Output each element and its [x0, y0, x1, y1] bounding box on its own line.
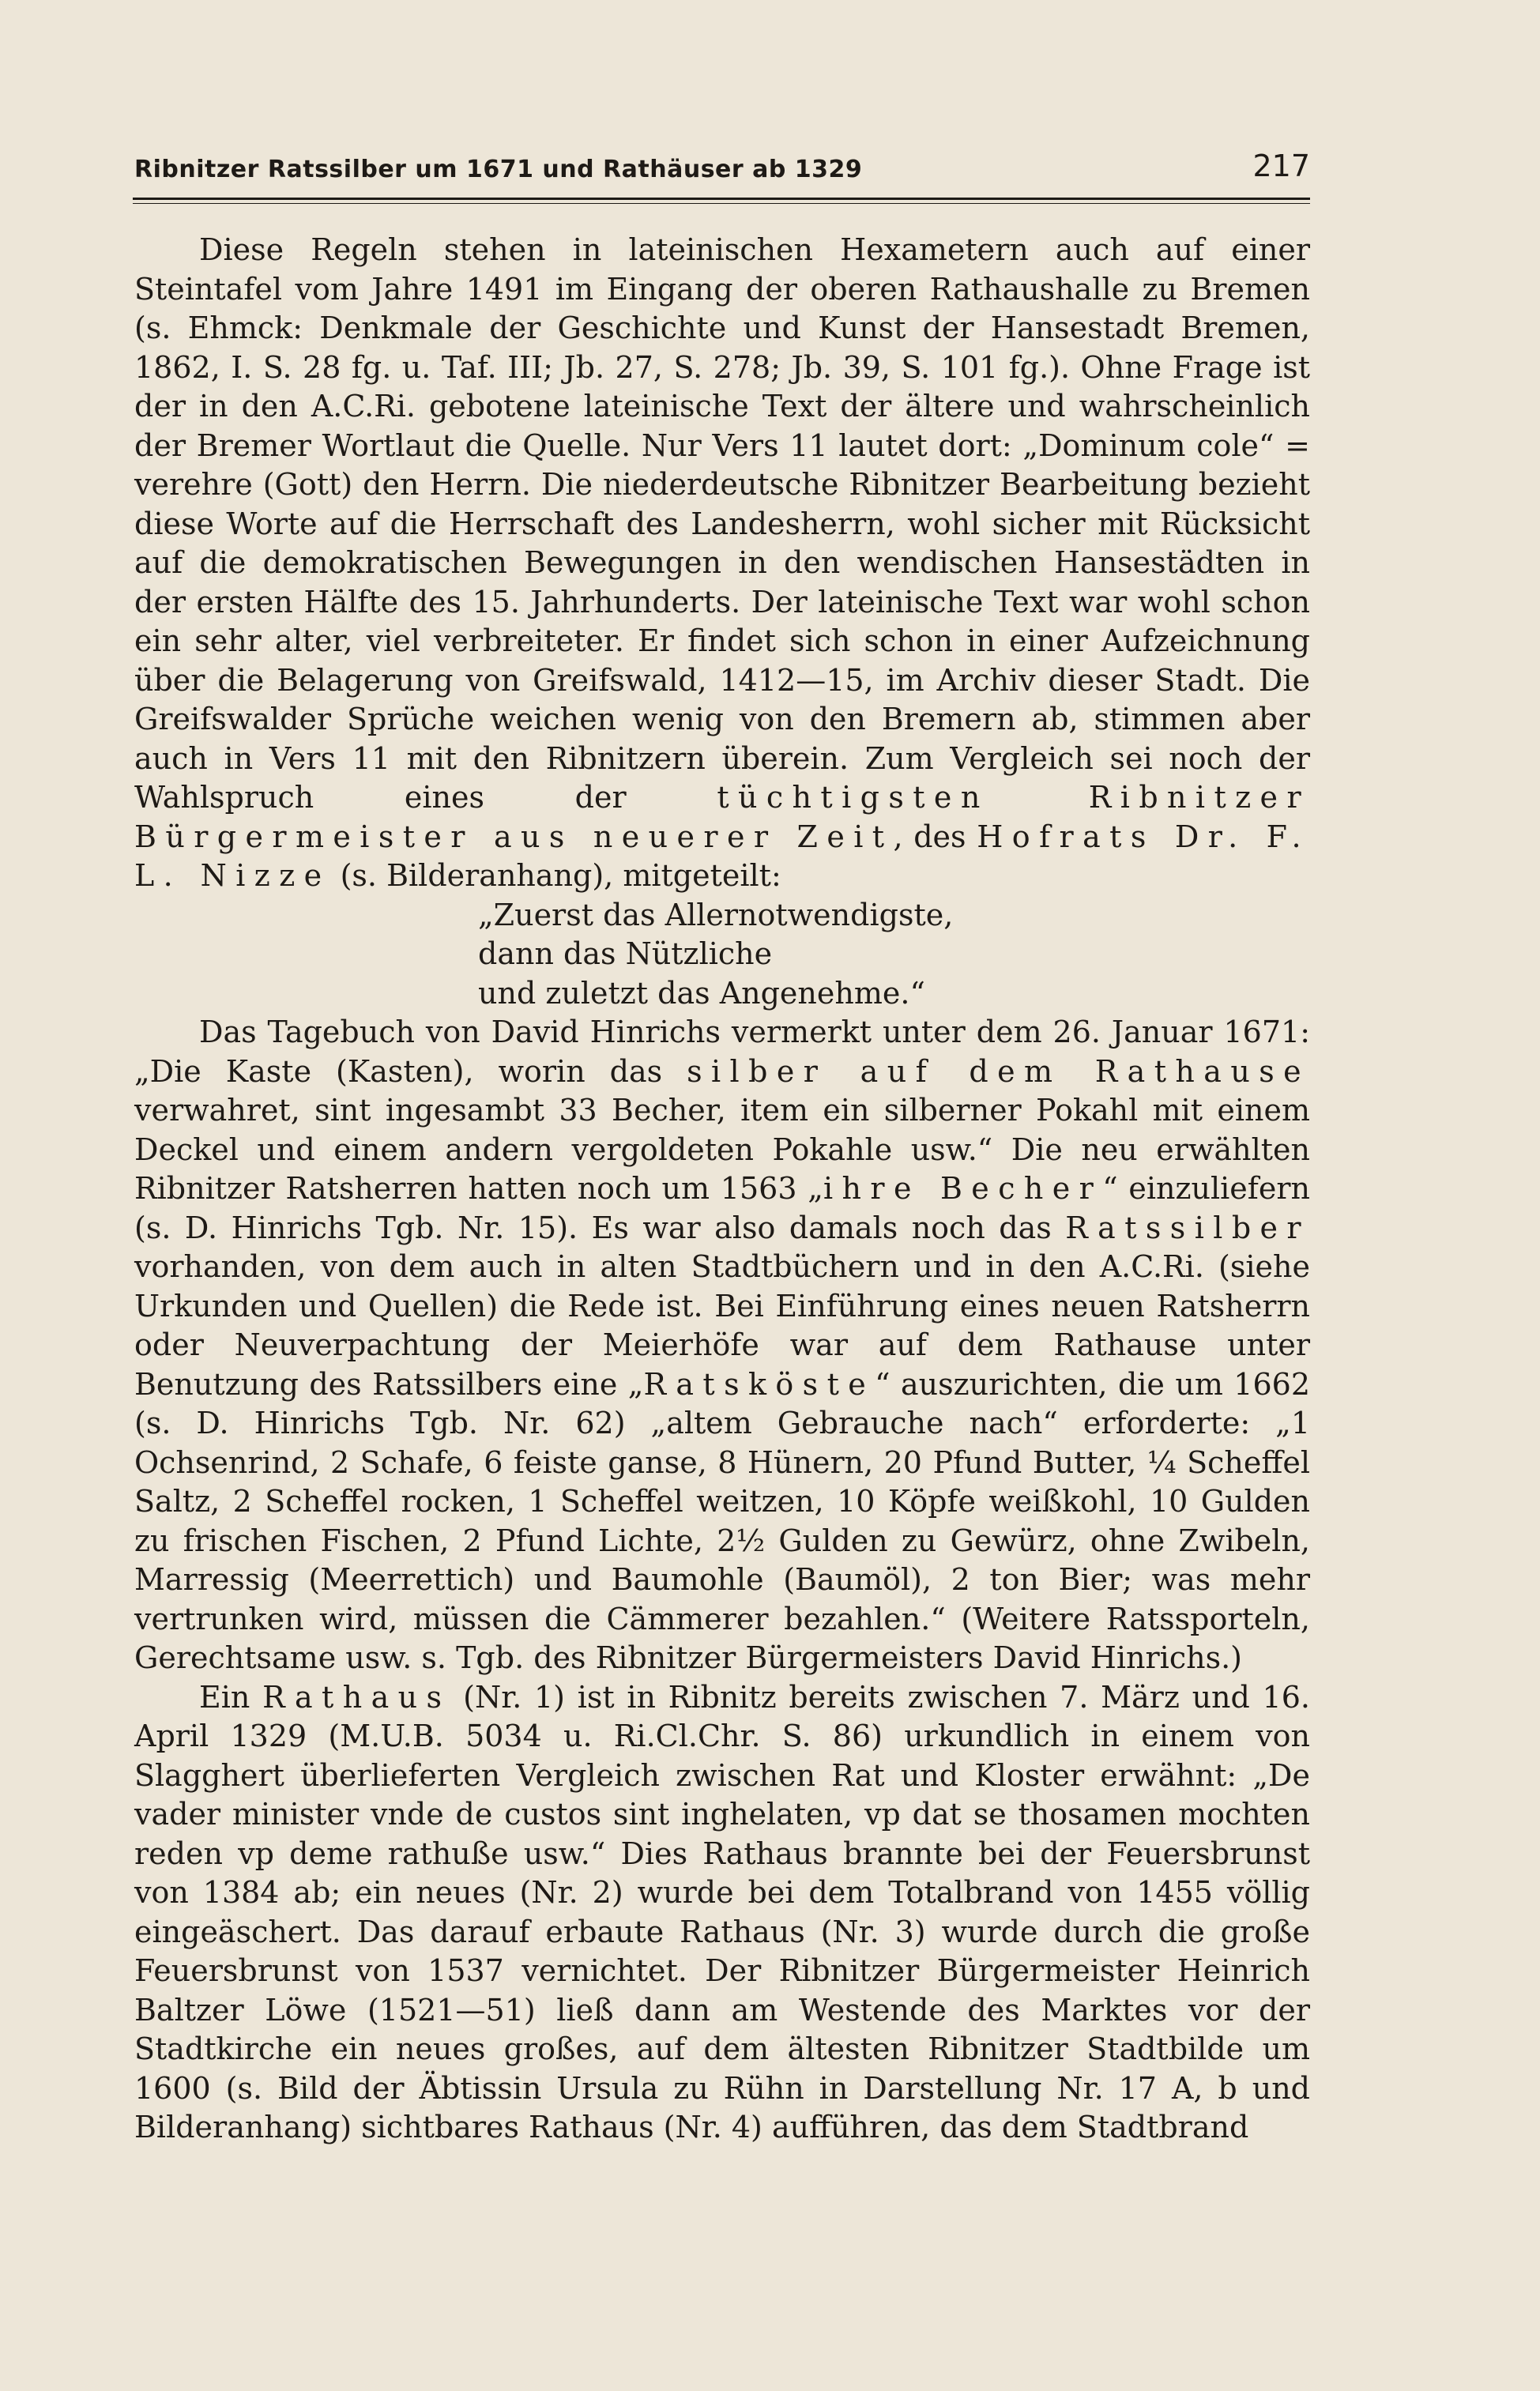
text-run: vorhanden, von dem auch in alten Stadtbüchern und in den A.C.Ri. (siehe Urkunden und Quellen) die Rede ist. Bei Einführung eines neuen Ratsherrn oder Neuverpachtung der Meierhöfe war auf dem Rathause unter Benutzung des Ratssilbers eine „	[134, 1249, 1310, 1402]
spaced-emphasis: Rathaus	[262, 1679, 451, 1715]
text-run: verwahret, sint ingesambt 33 Becher, item ein silberner Pokahl mit einem Deckel und einem andern vergoldeten Pokahle usw.“ Die neu erwählten Ribnitzer Ratsherren hatten noch um 1563 „	[134, 1093, 1310, 1206]
verse-line: dann das Nützliche	[478, 936, 773, 971]
header-rule-thin	[133, 203, 1310, 204]
fraction: ½	[736, 1523, 766, 1558]
paragraph-1	[134, 231, 1310, 896]
motto-verse	[478, 896, 1310, 1014]
text-run: (Nr. 1) ist in Ribnitz bereits zwischen 7. März und 16. April 1329 (M.U.B. 5034 u. Ri.Cl.Chr. S. 86) urkundlich in einem von Slagghert überlieferten Vergleich zwischen Rat und Kloster erwähnt: „De vader minister vnde de custos sint inghelaten, vp dat se thosamen mochten reden vp deme rathuße usw.“ Dies Rathaus brannte bei der Feuersbrunst von 1384 ab; ein neues (Nr. 2) wurde bei dem Totalbrand von 1455 völlig eingeäschert. Das darauf erbaute Rathaus (Nr. 3) wurde durch die große Feuersbrunst von 1537 vernichtet. Der Ribnitzer Bürgermeister Heinrich Baltzer Löwe (1521—51) ließ dann am Westende des Marktes vor der Stadtkirche ein neues großes, auf dem ältesten Ribnitzer Stadtbilde um 1600 (s. Bild der Äbtissin Ursula zu Rühn in Darstellung Nr. 17 A, b und Bilderanhang) sichtbares Rathaus (Nr. 4) aufführen, das dem Stadtbrand	[134, 1679, 1310, 2144]
spaced-emphasis: Ratssilber	[1065, 1210, 1310, 1245]
spaced-emphasis: Ratsköste	[643, 1366, 875, 1402]
text-run: Das Tagebuch von David Hinrichs vermerkt unter dem 26. Januar 1671: „Die Kaste (Kasten), worin das	[134, 1015, 1310, 1089]
text-run: (s. Bilderanhang), mitgeteilt:	[330, 858, 781, 893]
spaced-emphasis: tüchtigsten Ribnitzer Bürgermeister aus neuerer Zeit	[134, 780, 1311, 854]
paragraph-3	[134, 1678, 1310, 2148]
page-number: 217	[1252, 149, 1310, 183]
running-head: Ribnitzer Ratssilber um 1671 und Rathäuser ab 1329	[134, 156, 863, 183]
text-run: Ein	[199, 1679, 263, 1715]
text-run: Gulden zu Gewürz, ohne Zwibeln, Marressig (Meerrettich) und Baumohle (Baumöl), 2 ton Bier; was mehr vertrunken wird, müssen die Cämmerer bezahlen.“ (Weitere Ratssporteln, Gerechtsame usw. s. Tgb. des Ribnitzer Bürgermeisters David Hinrichs.)	[134, 1523, 1310, 1675]
text-run: Diese Regeln stehen in lateinischen Hexametern auch auf einer Steintafel vom Jahre 1491 im Eingang der oberen Rathaushalle zu Bremen (s. Ehmck: Denkmale der Geschichte und Kunst der Hansestadt Bremen, 1862, I. S. 28 fg. u. Taf. III; Jb. 27, S. 278; Jb. 39, S. 101 fg.). Ohne Frage ist der in den A.C.Ri. gebotene lateinische Text der ältere und wahrscheinlich der Bremer Wortlaut die Quelle. Nur Vers 11 lautet dort: „Dominum cole“ = verehre (Gott) den Herrn. Die niederdeutsche Ribnitzer Bearbeitung bezieht diese Worte auf die Herrschaft des Landesherrn, wohl sicher mit Rücksicht auf die demokratischen Bewegungen in den wendischen Hansestädten in der ersten Hälfte des 15. Jahrhunderts. Der lateinische Text war wohl schon ein sehr alter, viel verbreiteter. Er findet sich schon in einer Aufzeichnung über die Belagerung von Greifswald, 1412—15, im Archiv dieser Stadt. Die Greifswalder Sprüche weichen wenig von den Bremern ab, stimmen aber auch in Vers 11 mit den Ribnitzern überein. Zum Vergleich sei noch der Wahlspruch eines der	[134, 232, 1310, 815]
body-text	[134, 231, 1310, 2148]
text-run: Scheffel Saltz, 2 Scheffel rocken, 1 Scheffel weitzen, 10 Köpfe weißkohl, 10 Gulden zu frischen Fischen, 2 Pfund Lichte, 2	[134, 1444, 1310, 1558]
paragraph-2	[134, 1013, 1310, 1678]
text-run: “ auszurichten, die um 1662 (s. D. Hinrichs Tgb. Nr. 62) „altem Gebrauche nach“ erforderte: „1 Ochsenrind, 2 Schafe, 6 feiste ganse, 8 Hünern, 20 Pfund Butter,	[134, 1366, 1311, 1480]
text-run: “ einzuliefern (s. D. Hinrichs Tgb. Nr. 15). Es war also damals noch das	[134, 1171, 1310, 1245]
fraction: ¼	[1147, 1444, 1177, 1480]
verse-line: „Zuerst das Allernotwendigste,	[478, 897, 954, 932]
spaced-emphasis: ihre Becher	[823, 1171, 1103, 1206]
spaced-emphasis: Hofrats Dr. F. L. Nizze	[134, 819, 1310, 893]
spaced-emphasis: silber auf dem Rathause	[687, 1053, 1311, 1089]
page-header	[134, 149, 1310, 183]
verse-line: und zuletzt das Angenehme.“	[478, 975, 925, 1011]
header-rule-thick	[133, 198, 1310, 200]
text-run: , des	[893, 819, 977, 854]
